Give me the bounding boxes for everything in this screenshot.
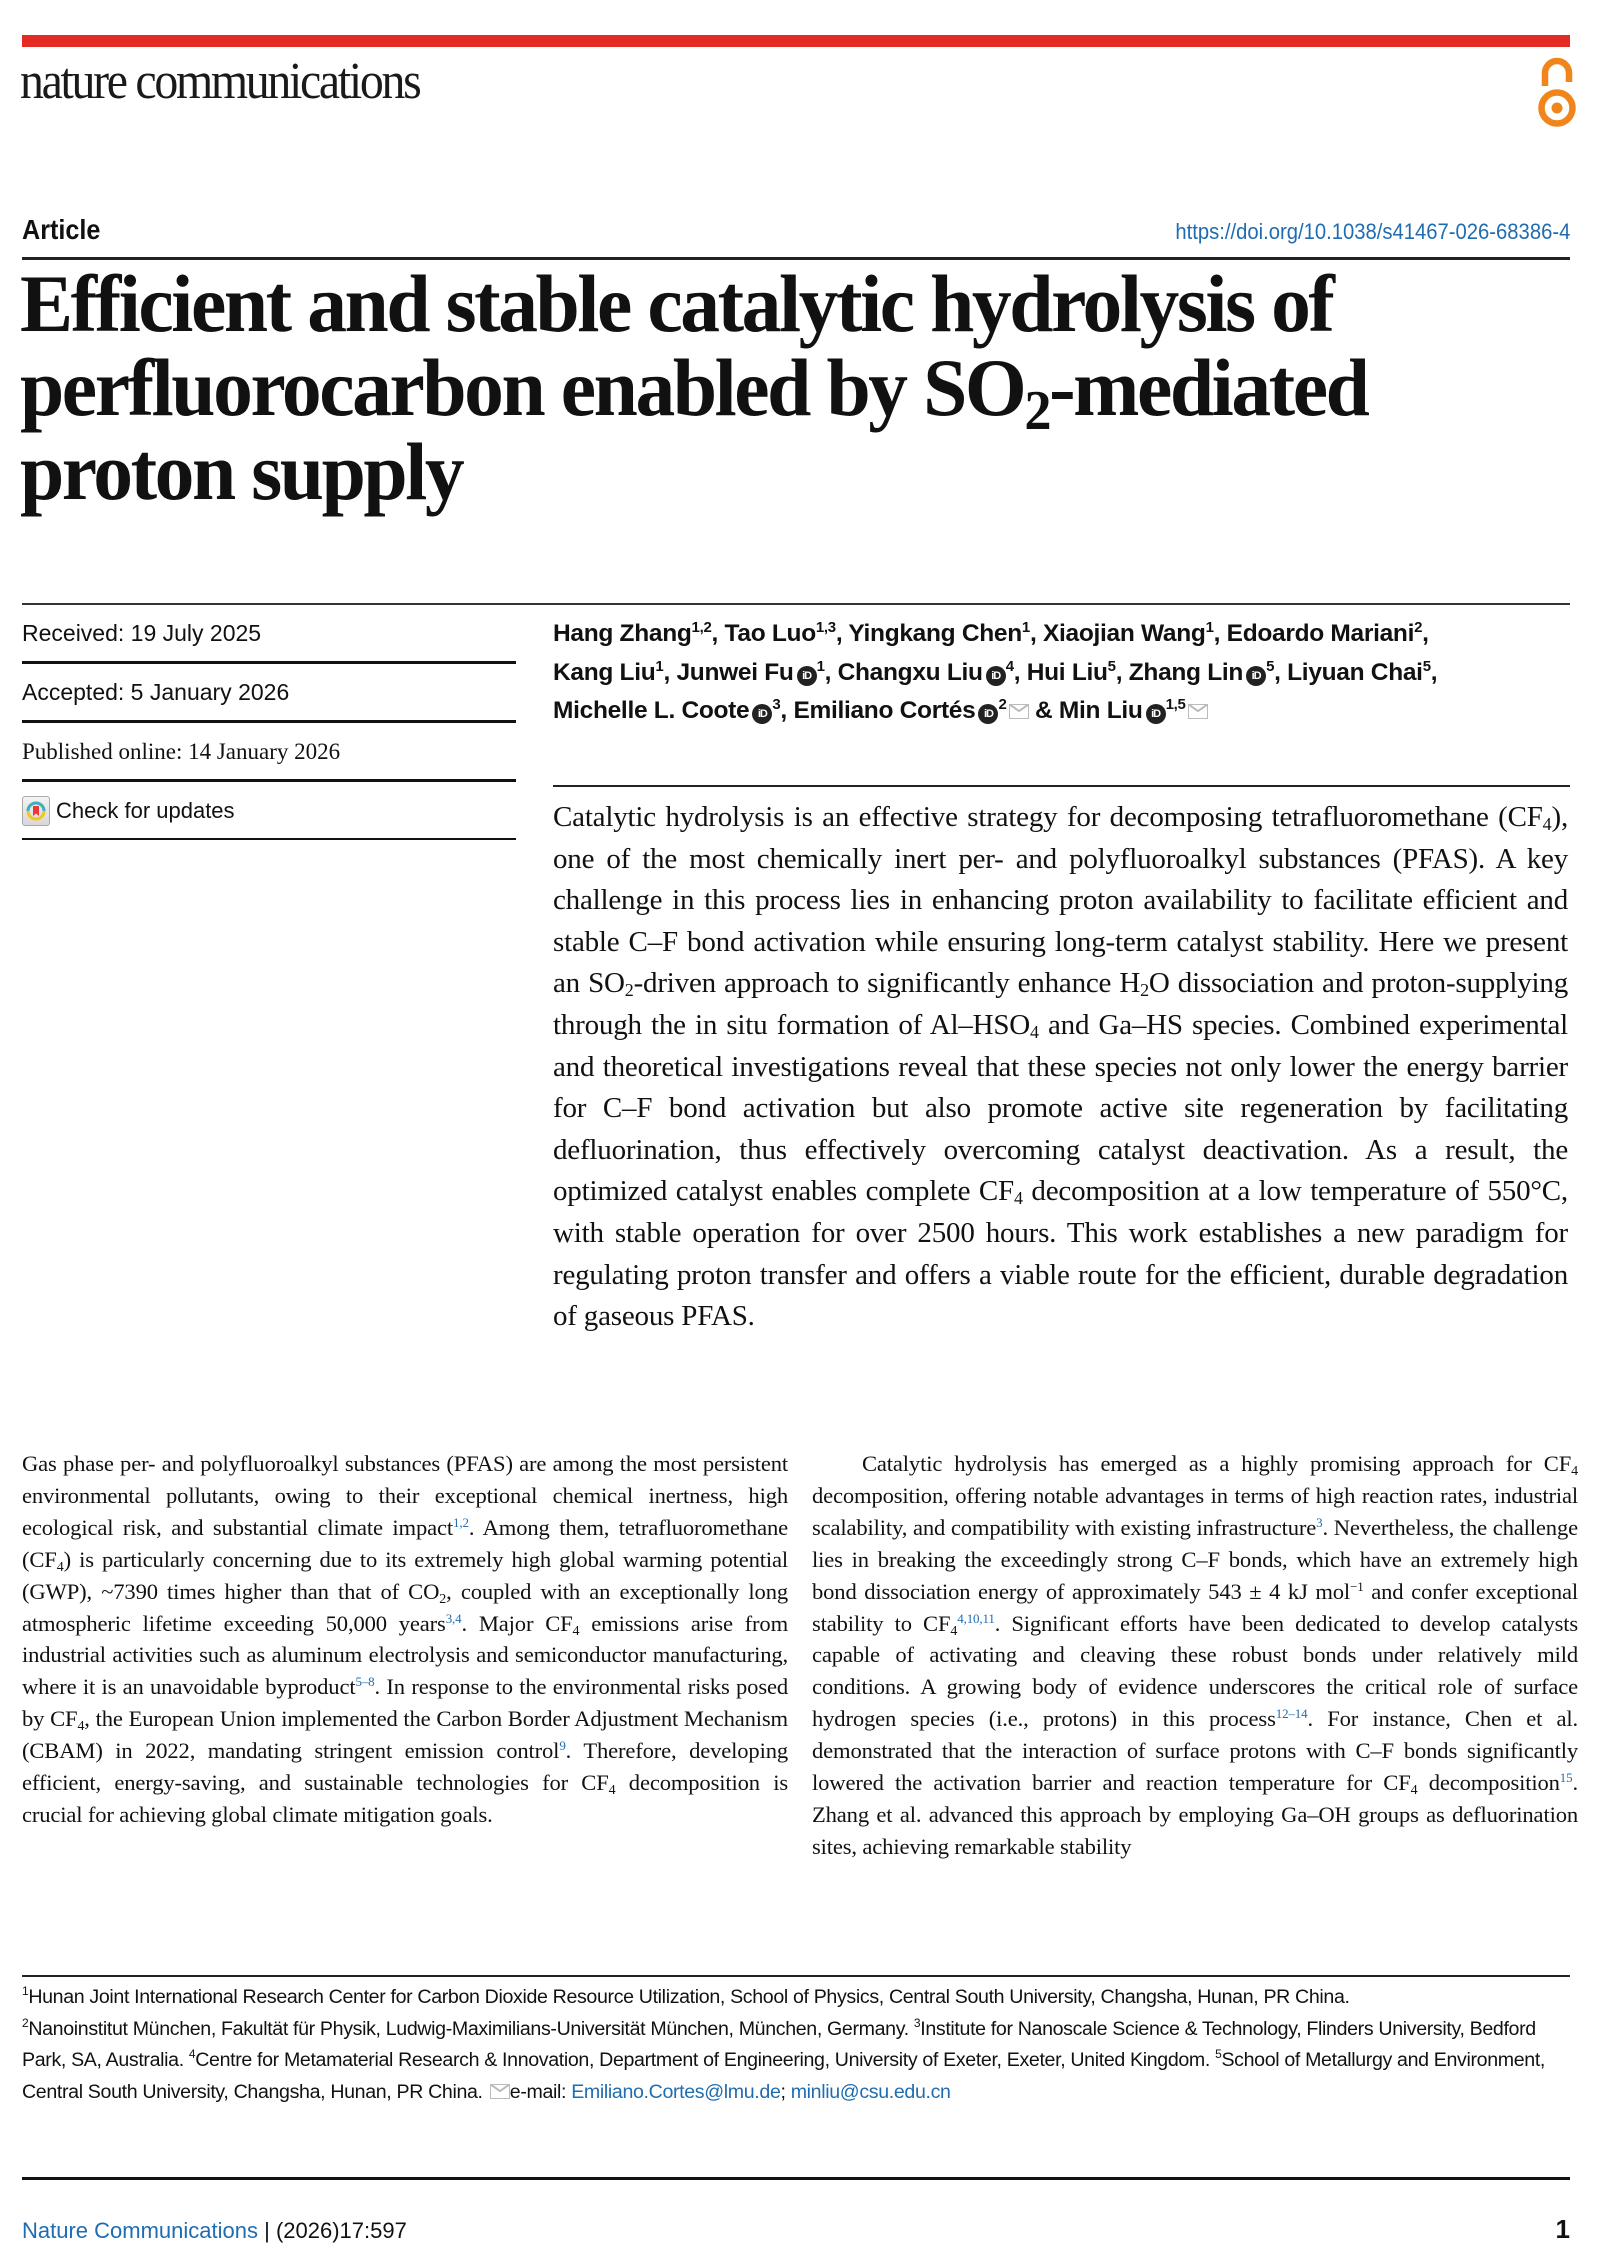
reference-link[interactable]: 5–8 [355, 1674, 375, 1690]
author-name[interactable]: Liyuan Chai [1287, 658, 1423, 686]
article-type-label: Article [22, 214, 101, 245]
affiliation-number: 2 [22, 2015, 29, 2030]
author-name[interactable]: Junwei Fu [676, 658, 794, 686]
received-date: Received: 19 July 2025 [22, 620, 262, 646]
subscript: 4 [77, 1719, 85, 1735]
email-icon[interactable] [1009, 704, 1029, 719]
author-name[interactable]: Edoardo Mariani [1226, 620, 1415, 647]
email-link[interactable]: Emiliano.Cortes@lmu.de [571, 2080, 781, 2103]
footer-separator: | [257, 2218, 276, 2243]
footer-divider [22, 2177, 1570, 2180]
author-name[interactable]: Kang Liu [553, 658, 656, 686]
footer-citation [22, 2218, 407, 2244]
title-line-2a: perfluorocarbon enabled by SO [20, 342, 1025, 433]
author-name[interactable]: Xiaojian Wang [1042, 620, 1206, 647]
metadata-rule [22, 661, 516, 664]
subscript: 2 [624, 980, 634, 1001]
author-affiliation: 5 [1266, 657, 1275, 675]
author-affiliation: 1 [816, 657, 825, 675]
reference-link[interactable]: 4,10,11 [957, 1610, 995, 1626]
reference-link[interactable]: 3,4 [445, 1610, 462, 1626]
email-label: e-mail: [509, 2080, 572, 2103]
author-affiliation: 1,2 [691, 619, 712, 636]
reference-link[interactable]: 1,2 [453, 1514, 469, 1530]
author-affiliation: 5 [1422, 657, 1431, 675]
author-name[interactable]: Michelle L. Coote [553, 697, 750, 724]
orcid-icon[interactable]: iD [978, 704, 998, 724]
orcid-icon[interactable]: iD [1246, 666, 1266, 686]
affiliation-number: 1 [22, 1984, 29, 1998]
affiliation [22, 1986, 1350, 2008]
author-affiliation: 4 [1005, 657, 1014, 675]
subscript: 4 [1013, 1188, 1023, 1209]
check-for-updates-button[interactable] [22, 796, 235, 826]
affiliation-text: Hunan Joint International Research Center for Carbon Dioxide Resource Utilization, School of Physics, Central South University, Changsha, Hunan, PR China. [28, 1986, 1350, 2008]
metadata-divider [22, 603, 1570, 605]
subscript: 4 [1410, 1783, 1418, 1799]
orcid-icon[interactable]: iD [752, 704, 772, 724]
affiliation [189, 2049, 1210, 2071]
author-affiliation: 2 [1414, 619, 1423, 636]
affiliation-number: 5 [1215, 2047, 1222, 2062]
author-affiliation: 1 [1205, 619, 1214, 636]
affiliation-text: Centre for Metamaterial Research & Innovation, Department of Engineering, University of Exeter, Exeter, United Kingdom. [195, 2049, 1210, 2072]
author-affiliation: 2 [998, 696, 1007, 713]
orcid-icon[interactable]: iD [986, 666, 1006, 686]
author-list: Hang Zhang$^{1,2}$, Tao Luo$^{1,3}$, Yingkang Chen$^1$, Xiaojian Wang$^1$, Edoardo Mariani$^2$, Kang Liu$^1$, Junwei Fu $iD^1$, Changxu Liu $iD^4$, Hui Liu$^5$, Zhang Lin $iD^5$, Liyuan Chai$^5$, Michelle L. Coote $iD^3$, Emiliano Cortés $iD^2$ & Min Liu iD$^{1,5}$ [553, 619, 1438, 724]
subscript: 4 [572, 1623, 580, 1639]
crossmark-icon [22, 796, 50, 826]
author-affiliation: 1 [1021, 619, 1030, 636]
email-icon[interactable] [1188, 704, 1208, 719]
author-affiliation: 1 [655, 657, 664, 675]
subscript: 2 [439, 1591, 447, 1607]
body-column-left: Gas phase per- and polyfluoroalkyl substances (PFAS) are among the most persistent environmental pollutants, owing to their exceptional chemical inertness, high ecological risk, and substantial climate impact$^{1,2}$. Among them, tetrafluoromethane $(CF_4)$ is particularly concerning due to its extremely high global warming potential (GWP), ~7390 times higher than that of $CO_2$, coupled with an exceptionally long atmospheric lifetime exceeding 50,000 years$^{3,4}$. Major $CF_4$ emissions arise from industrial activities such as aluminum electrolysis and semiconductor manufacturing, where it is an unavoidable byproduct$^{5-8}$. In response to the environmental risks posed by $CF_4$, the European Union implemented the Carbon Border Adjustment Mechanism (CBAM) in 2022, mandating stringent emission control$^9$. Therefore, developing efficient, energy-saving, and sustainable technologies for $CF_4$ decomposition is crucial for achieving global climate mitigation goals. [22, 1451, 789, 1827]
published-date: Published online: 14 January 2026 [22, 739, 341, 764]
affiliations-divider [22, 1975, 1570, 1977]
author-affiliation: 5 [1107, 657, 1116, 675]
journal-header-bar [22, 35, 1570, 47]
subscript: 4 [1030, 1021, 1039, 1042]
check-for-updates-label: Check for updates [56, 798, 235, 823]
affiliation [22, 2015, 909, 2040]
title-line-3: proton supply [20, 426, 463, 517]
affiliation-text: School of Metallurgy and Environment, Central South University, Changsha, Hunan, PR China. [22, 2049, 1546, 2103]
metadata-rule [22, 779, 516, 782]
orcid-icon[interactable]: iD [1146, 704, 1166, 724]
subscript: 4 [56, 1559, 64, 1575]
author-name[interactable]: Zhang Lin [1128, 658, 1244, 686]
abstract: Catalytic hydrolysis is an effective strategy for decomposing tetrafluoromethane $(CF_4)$, one of the most chemically inert per- and polyfluoroalkyl substances (PFAS). A key challenge in this process lies in enhancing proton availability to facilitate efficient and stable C–F bond activation while ensuring long-term catalyst stability. Here we present an $SO_2$-driven approach to significantly enhance $H_2O$ dissociation and proton-supplying through the in situ formation of $Al-HSO_4$ and Ga–HS species. Combined experimental and theoretical investigations reveal that these species not only lower the energy barrier for C–F bond activation but also promote active site regeneration by facilitating defluorination, thus effectively overcoming catalyst deactivation. As a result, the optimized catalyst enables complete $CF_4$ decomposition at a low temperature of 550°C, with stable operation for over 2500 hours. This work establishes a new paradigm for regulating proton transfer and offers a viable route for the efficient, durable degradation of gaseous PFAS. [553, 801, 1569, 1333]
superscript: −1 [1350, 1578, 1364, 1594]
reference-link[interactable]: 9 [559, 1738, 566, 1754]
email-icon [490, 2084, 510, 2099]
author-name[interactable]: Yingkang Chen [848, 620, 1022, 647]
author-name[interactable]: Hang Zhang [553, 620, 692, 647]
email-link[interactable]: minliu@csu.edu.cn [790, 2080, 951, 2103]
affiliations: $^1$Hunan Joint International Research Center for Carbon Dioxide Resource Utilization, School of Physics, Central South University, Changsha, Hunan, PR China. $^2$Nanoinstitut München, Fakultät für Physik, Ludwig-Maximilians-Universität München, München, Germany. $^3$Institute for Nanoscale Science & Technology, Flinders University, Bedford Park, SA, Australia. $^4$Centre for Metamaterial Research & Innovation, Department of Engineering, University of Exeter, Exeter, United Kingdom. $^5$School of Metallurgy and Environment, Central South University, Changsha, Hunan, PR China. e-mail: Emiliano.Cortes@lmu.de; minliu@csu.edu.cn [22, 1984, 1546, 2103]
metadata-rule [22, 720, 516, 723]
author-affiliation: 3 [772, 696, 781, 713]
article-title [20, 258, 1514, 517]
author-name[interactable]: Tao Luo [724, 620, 816, 647]
open-access-lock-icon [1537, 56, 1577, 130]
author-affiliation: 1,5 [1165, 696, 1186, 713]
affiliation-text: Institute for Nanoscale Science & Technology, Flinders University, Bedford Park, SA, Australia. [22, 2017, 1536, 2072]
reference-link[interactable]: 12–14 [1275, 1706, 1308, 1722]
author-affiliation: 1,3 [815, 619, 836, 636]
subscript: 4 [1571, 1464, 1578, 1479]
journal-logo: nature communications [20, 53, 420, 110]
title-subscript: 2 [1024, 380, 1050, 442]
affiliation-number: 3 [913, 2015, 921, 2030]
affiliation-number: 4 [188, 2047, 196, 2062]
subscript: 4 [1542, 814, 1552, 834]
orcid-icon[interactable]: iD [797, 666, 817, 686]
footer-journal-link[interactable]: Nature Communications [22, 2218, 258, 2243]
accepted-date: Accepted: 5 January 2026 [22, 679, 290, 705]
subscript: 2 [1140, 980, 1149, 1001]
subscript: 4 [950, 1623, 958, 1639]
affiliation-text: Nanoinstitut München, Fakultät für Physik, Ludwig-Maximilians-Universität München, München, Germany. [28, 2017, 909, 2040]
page-number: 1 [1555, 2214, 1570, 2244]
author-name[interactable]: Changxu Liu [837, 658, 983, 686]
footer-volume: (2026)17:597 [275, 2218, 407, 2243]
reference-link[interactable]: 3 [1316, 1514, 1323, 1530]
reference-link[interactable]: 15 [1559, 1770, 1573, 1786]
title-line-1: Efficient and stable catalytic hydrolysis of [20, 258, 1333, 349]
author-name[interactable]: Hui Liu [1026, 658, 1108, 686]
metadata-rule [22, 838, 516, 840]
subscript: 4 [608, 1783, 616, 1799]
author-name[interactable]: Min Liu [1058, 697, 1143, 724]
body-column-right: Catalytic hydrolysis has emerged as a highly promising approach for $CF_4$ decomposition, offering notable advantages in terms of high reaction rates, industrial scalability, and compatibility with existing infrastructure$^3$. Nevertheless, the challenge lies in breaking the exceedingly strong C–F bonds, which have an extremely high bond dissociation energy of approximately 543 ± 4 kJ mol$^{-1}$ and confer exceptional stability to $CF_4^{4,10,11}$. Significant efforts have been dedicated to develop catalysts capable of activating and cleaving these robust bonds under relatively mild conditions. A growing body of evidence underscores the critical role of surface hydrogen species (i.e., protons) in this process$^{12-14}$. For instance, Chen et al. demonstrated that the interaction of surface protons with C–F bonds significantly lowered the activation barrier and reaction temperature for $CF_4$ decomposition$^{15}$. Zhang et al. advanced this approach by employing Ga–OH groups as defluorination sites, achieving remarkable stability [812, 1451, 1578, 1859]
abstract-divider [553, 785, 1570, 787]
title-line-2b: -mediated [1049, 342, 1368, 433]
doi-link[interactable]: https://doi.org/10.1038/s41467-026-68386-4 [1175, 219, 1570, 244]
author-name[interactable]: Emiliano Cortés [793, 697, 976, 724]
